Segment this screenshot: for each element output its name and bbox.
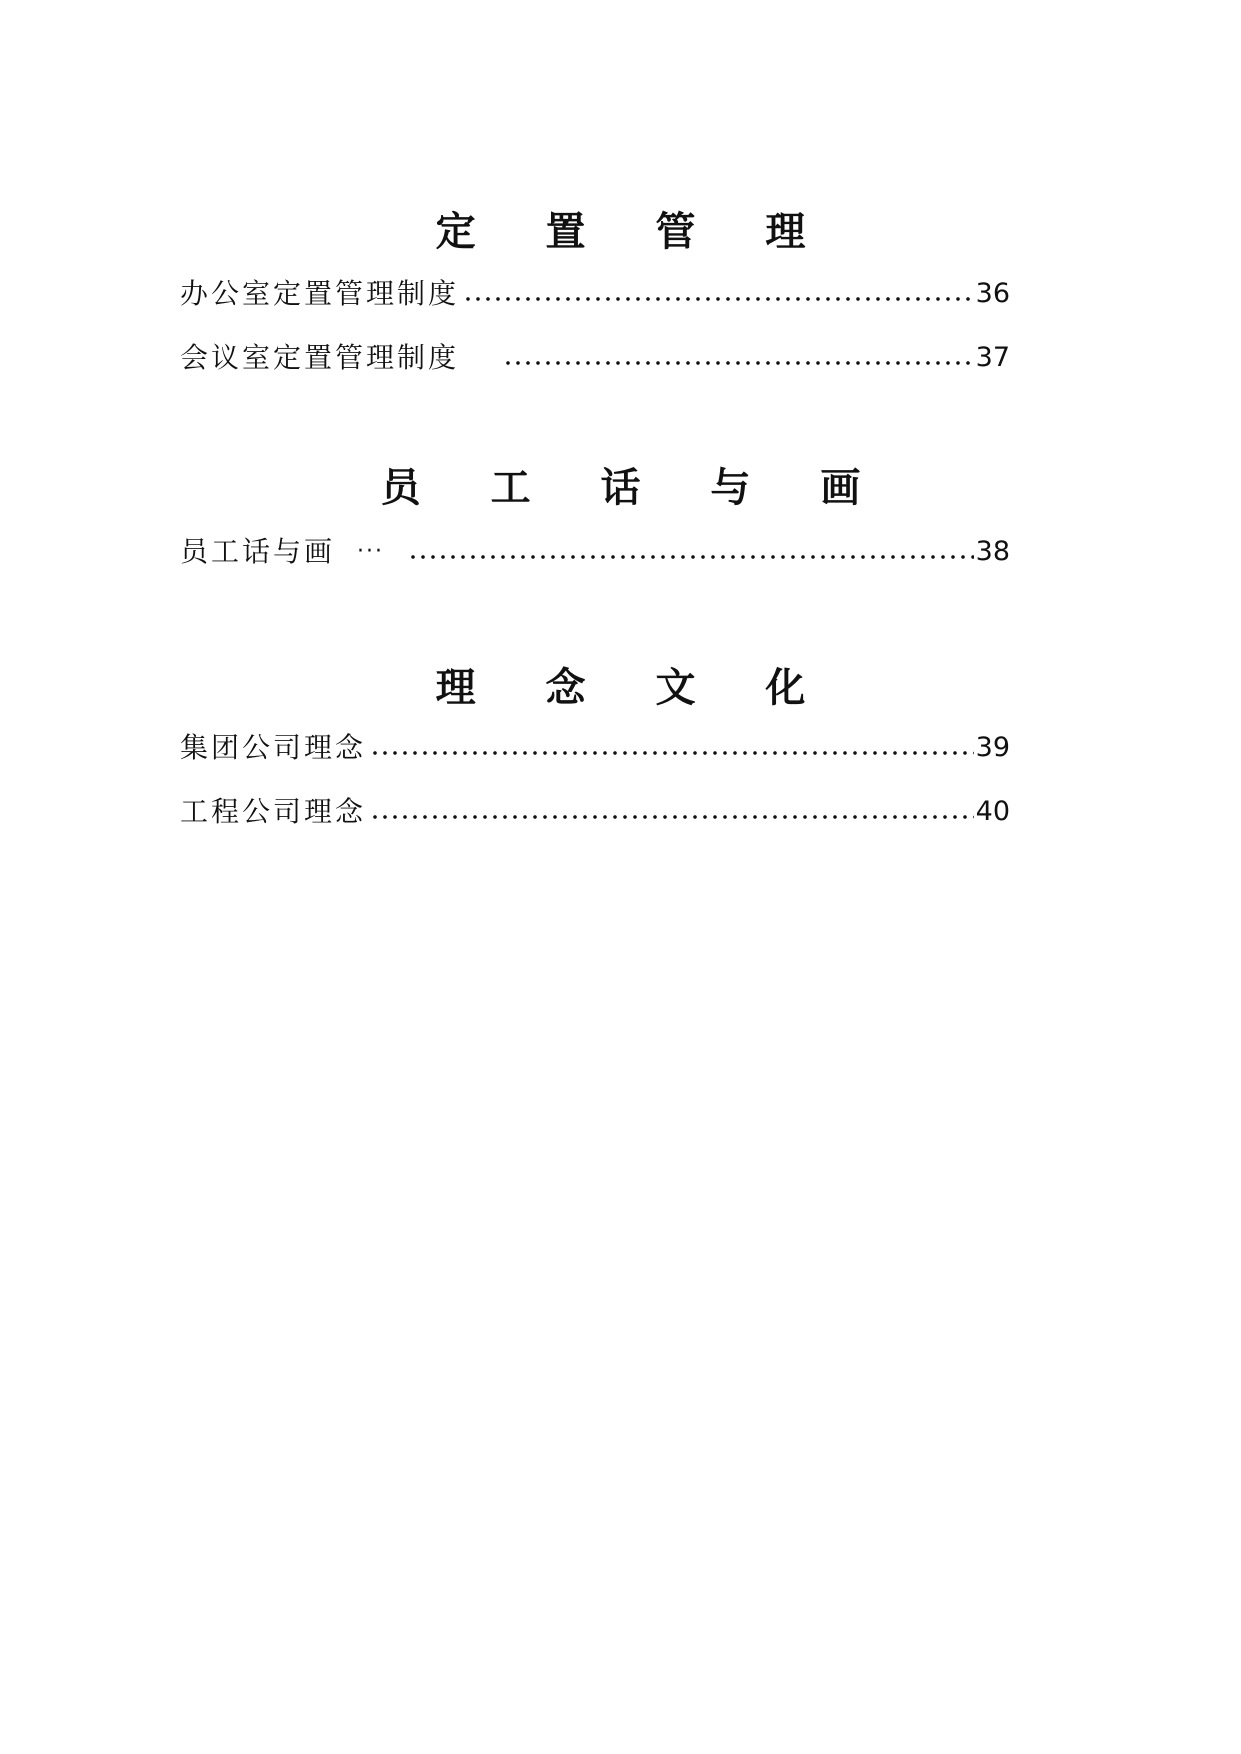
toc-entry-label: 集团公司理念	[180, 731, 367, 764]
dot-leader	[370, 815, 974, 819]
toc-entry-ellipsis: ···	[357, 539, 384, 564]
toc-entry-meeting-room-management[interactable]	[180, 340, 1010, 376]
section-heading-philosophy-culture: 理 念 文 化	[435, 664, 834, 711]
toc-entry-page-number: 39	[975, 732, 1010, 763]
toc-entry-group-philosophy[interactable]	[180, 730, 1010, 766]
section-heading-fixed-position-management: 定 置 管 理	[435, 208, 834, 255]
toc-entry-page-number: 38	[975, 536, 1010, 567]
toc-entry-label: 会议室定置管理制度	[180, 341, 460, 374]
dot-leader	[408, 555, 974, 559]
toc-entry-label: 员工话与画	[180, 535, 336, 568]
toc-entry-engineering-philosophy[interactable]	[180, 794, 1010, 830]
dot-leader	[503, 361, 974, 365]
toc-entry-page-number: 36	[975, 278, 1010, 309]
toc-entry-label: 办公室定置管理制度	[180, 277, 460, 310]
toc-entry-page-number: 40	[975, 796, 1010, 827]
toc-entry-office-management[interactable]	[180, 276, 1010, 312]
toc-entry-staff-words-and-pictures[interactable]	[180, 534, 1010, 570]
section-heading-staff-words-and-pictures: 员 工 话 与 画	[380, 464, 889, 511]
dot-leader	[463, 297, 974, 301]
toc-entry-label: 工程公司理念	[180, 795, 367, 828]
toc-entry-page-number: 37	[975, 342, 1010, 373]
dot-leader	[370, 751, 974, 755]
